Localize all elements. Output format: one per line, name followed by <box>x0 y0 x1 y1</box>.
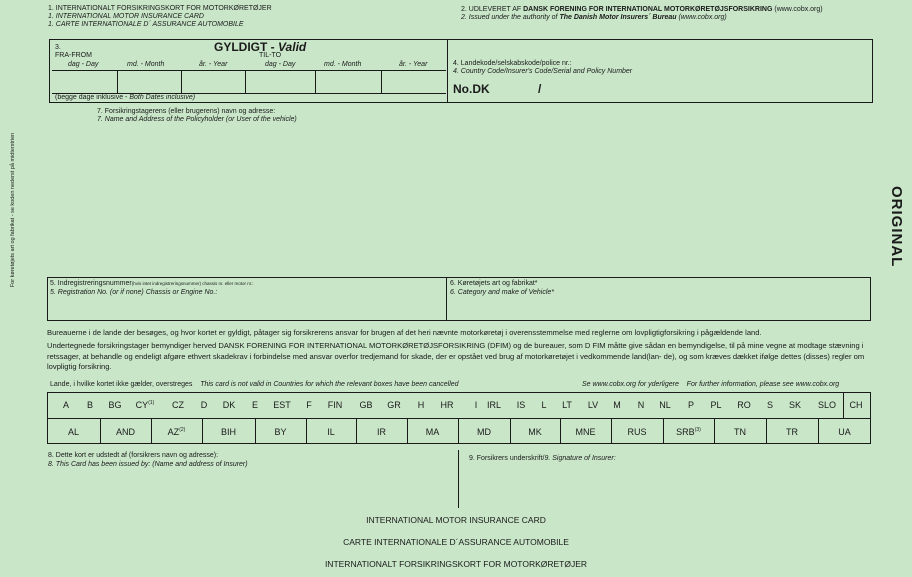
country-box-i[interactable]: I <box>474 400 478 410</box>
country-box-bih[interactable]: BIH <box>220 427 237 437</box>
country-box-l[interactable]: L <box>541 400 547 410</box>
country-box-tr[interactable]: TR <box>786 427 798 437</box>
validity-title: GYLDIGT - Valid <box>214 40 307 54</box>
country-box-cy[interactable]: CY$^{(1)}$ <box>135 400 155 410</box>
country-box-hr[interactable]: HR <box>440 400 454 410</box>
country-code-label-da: 4. Landekode/selskabskode/police nr.: <box>453 60 572 67</box>
country-box-pl[interactable]: PL <box>710 400 722 410</box>
from-year-field[interactable] <box>182 71 244 92</box>
country-box-b[interactable]: B <box>86 400 94 410</box>
paragraph-bureau: Bureauerne i de lande der besøges, og hvor kortet er gyldigt, påtager sig forsikrerens ansvar for brugen af det heri nævnte motorkøretøj i overensstemmelse med reglerne om lovpligtigforsikring i pågældende land. <box>47 328 762 337</box>
to-year-label: år. - Year <box>399 61 428 68</box>
from-day-field[interactable] <box>53 71 116 92</box>
validity-from: FRA-FROM <box>55 52 92 59</box>
country-box-dk[interactable]: DK <box>222 400 236 410</box>
header-title-da: 1. INTERNATIONALT FORSIKRINGSKORT FOR MOTORKØRETØJER <box>48 5 272 12</box>
country-box-e[interactable]: E <box>251 400 259 410</box>
country-box-slo[interactable]: SLO <box>817 400 837 410</box>
registration-label-da: 5. Indregistreringsnummer(hvis intet indregistreringsnummer) chassis nr. eller motor nr.: <box>50 280 254 287</box>
country-box-d[interactable]: D <box>200 400 208 410</box>
country-box-il[interactable]: IL <box>327 427 335 437</box>
country-box-ua[interactable]: UA <box>838 427 851 437</box>
country-box-lv[interactable]: LV <box>587 400 599 410</box>
validity-to: TIL-TO <box>259 52 282 59</box>
to-day-label: dag - Day <box>265 61 296 68</box>
registration-label-en: 5. Registration No. (or if none) Chassis or Engine No.: <box>50 289 218 296</box>
country-box-irl[interactable]: IRL <box>486 400 502 410</box>
issuer-authority-en: 2. Issued under the authority of The Danish Motor Insurers´ Bureau (www.cobx.org) <box>461 14 727 21</box>
country-box-sk[interactable]: SK <box>788 400 802 410</box>
issuer-field[interactable] <box>48 470 448 505</box>
countries-label: Lande, i hvilke kortet ikke gælder, overstreges This card is not valid in Countries for which the relevant boxes have been cancelled <box>50 381 459 388</box>
country-box-f[interactable]: F <box>306 400 312 410</box>
country-box-m[interactable]: M <box>613 400 621 410</box>
from-year-label: år. - Year <box>199 61 228 68</box>
country-box-fin[interactable]: FIN <box>327 400 343 410</box>
policyholder-field[interactable] <box>97 126 867 271</box>
country-box-ro[interactable]: RO <box>737 400 751 410</box>
validity-num: 3. <box>55 44 61 51</box>
country-code-slash: / <box>538 82 542 96</box>
country-box-s[interactable]: S <box>766 400 774 410</box>
signature-label: 9. Forsikrers underskrift/9. Signature of Insurer: <box>469 455 616 462</box>
from-month-label: md. - Month <box>127 61 165 68</box>
issuer-label-en: 8. This Card has been issued by: (Name and address of Insurer) <box>48 461 248 468</box>
country-box-bg[interactable]: BG <box>108 400 122 410</box>
country-box-tn[interactable]: TN <box>734 427 746 437</box>
vehicle-label-da: 6. Køretøjets art og fabrikat* <box>450 280 538 287</box>
country-box-p[interactable]: P <box>687 400 695 410</box>
country-box-al[interactable]: AL <box>67 427 80 437</box>
country-box-est[interactable]: EST <box>273 400 291 410</box>
footer-title-fr: CARTE INTERNATIONALE D´ASSURANCE AUTOMOBILE <box>343 537 569 547</box>
to-month-label: md. - Month <box>324 61 362 68</box>
country-box-lt[interactable]: LT <box>562 400 572 410</box>
country-box-az[interactable]: AZ$^{(2)}$ <box>167 427 186 437</box>
to-year-field[interactable] <box>382 71 445 92</box>
country-box-cz[interactable]: CZ <box>172 400 184 410</box>
country-box-mk[interactable]: MK <box>528 427 542 437</box>
from-day-label: dag - Day <box>68 61 99 68</box>
issuer-authority-da: 2. UDLEVERET AF DANSK FORENING FOR INTERNATIONAL MOTORKØRETØJSFORSIKRING (www.cobx.org) <box>461 6 823 13</box>
country-box-ir[interactable]: IR <box>377 427 386 437</box>
paragraph-authorization: Undertegnede forsikringstager bemyndiger herved DANSK FORENING FOR INTERNATIONAL MOTORKØRETØJSFORSIKRING (DFIM) og de bureauer, som D FIM måtte give sådan en bemyndigelse, til på mine vegne at modtage stævning i retssager, at behandle og endeligt afgøre ethvert skadekrav i forbindelse med ansvar overfor tredjemand for skade, der er opstået ved brug af motorkøretøjet i vedkommende land(lan- de), og som kræves dækket ifølge dettes (disses) regler om lovpligtig forsikring. <box>47 341 865 371</box>
side-note: For køretøjets art og fabrikat - se koden nederst på midterstrien <box>10 132 16 288</box>
country-box-md[interactable]: MD <box>477 427 491 437</box>
country-box-gr[interactable]: GR <box>387 400 401 410</box>
country-box-is[interactable]: IS <box>516 400 526 410</box>
policyholder-label-en: 7. Name and Address of the Policyholder (or User of the vehicle) <box>97 116 297 123</box>
countries-info: Se www.cobx.org for yderligere For further information, please see www.cobx.org <box>582 381 840 388</box>
country-box-n[interactable]: N <box>637 400 645 410</box>
to-day-field[interactable] <box>246 71 314 92</box>
validity-note: (begge dage inklusive - Both Dates inclusive) <box>55 94 196 101</box>
vehicle-field[interactable] <box>450 298 867 318</box>
country-box-mne[interactable]: MNE <box>575 427 596 437</box>
country-box-srb[interactable]: SRB$^{(3)}$ <box>676 427 701 437</box>
registration-field[interactable] <box>50 298 442 318</box>
country-box-rus[interactable]: RUS <box>627 427 647 437</box>
footer-title-en: INTERNATIONAL MOTOR INSURANCE CARD <box>366 515 546 525</box>
signature-field[interactable] <box>469 465 869 505</box>
country-code-value: No.DK <box>453 82 490 96</box>
vehicle-label-en: 6. Category and make of Vehicle* <box>450 289 555 296</box>
policyholder-label-da: 7. Forsikringstagerens (eller brugerens) navn og adresse: <box>97 108 276 115</box>
original-stamp: ORIGINAL <box>888 186 905 268</box>
issuer-label-da: 8. Dette kort er udstedt af (forsikrers navn og adresse): <box>48 452 219 459</box>
country-box-nl[interactable]: NL <box>659 400 671 410</box>
footer-title-da: INTERNATIONALT FORSIKRINGSKORT FOR MOTORKØRETØJER <box>324 559 588 569</box>
header-title-en: 1. INTERNATIONAL MOTOR INSURANCE CARD <box>48 13 204 20</box>
header-title-fr: 1. CARTE INTERNATIONALE D´ ASSURANCE AUTOMOBILE <box>48 21 244 28</box>
country-code-label-en: 4. Country Code/Insurer's Code/Serial and Policy Number <box>453 68 633 75</box>
country-box-ma[interactable]: MA <box>425 427 440 437</box>
country-box-gb[interactable]: GB <box>359 400 373 410</box>
country-box-a[interactable]: A <box>62 400 70 410</box>
country-box-and[interactable]: AND <box>115 427 136 437</box>
country-box-ch[interactable]: CH <box>849 400 863 410</box>
country-box-by[interactable]: BY <box>274 427 287 437</box>
from-month-field[interactable] <box>118 71 180 92</box>
country-box-h[interactable]: H <box>417 400 425 410</box>
to-month-field[interactable] <box>316 71 380 92</box>
